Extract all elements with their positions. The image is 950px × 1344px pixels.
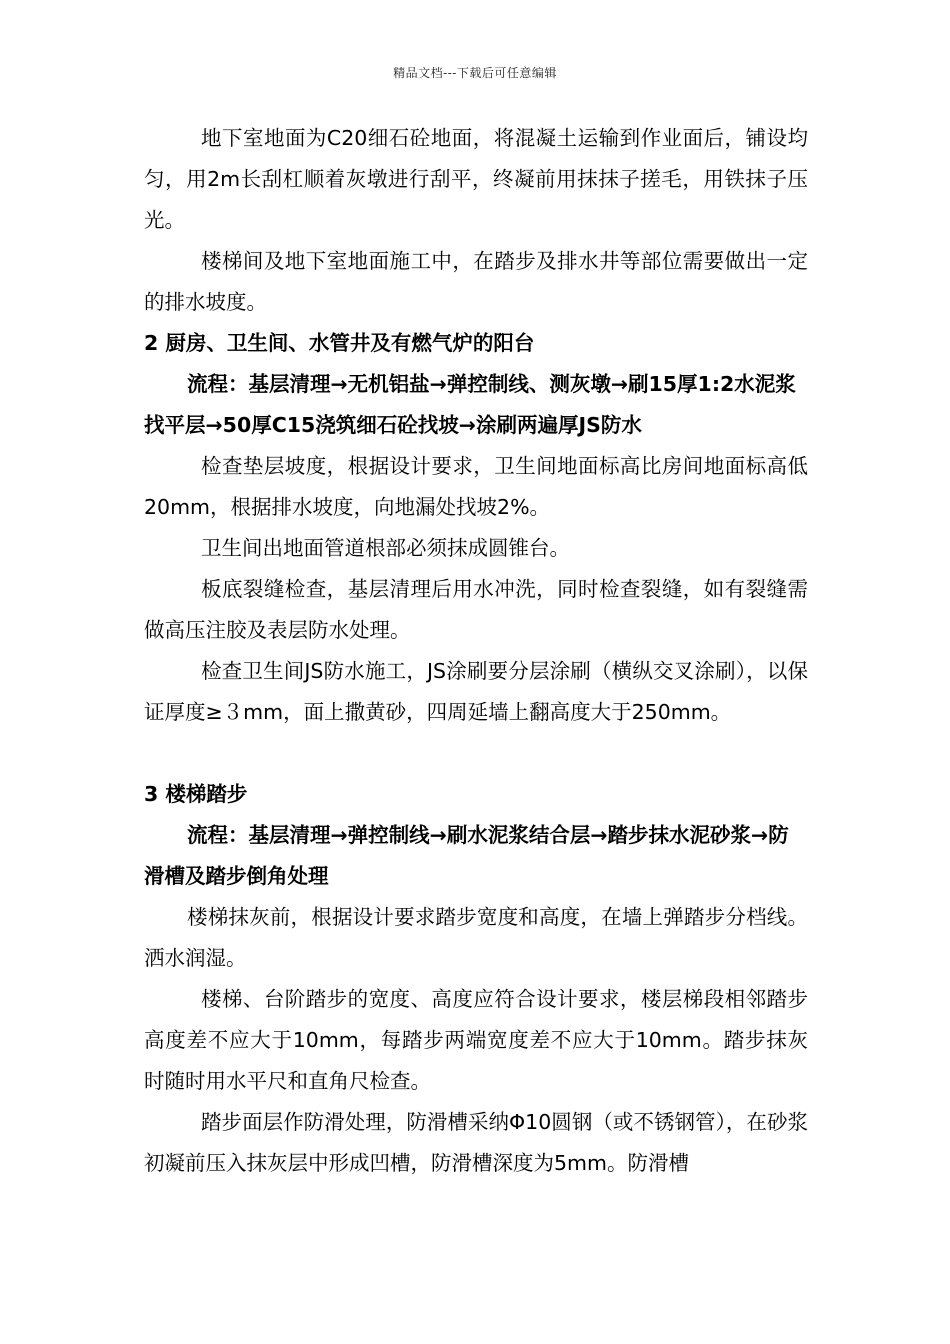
- paragraph-js-waterproof: 检查卫生间JS防水施工，JS涂刷要分层涂刷（横纵交叉涂刷），以保证厚度≥３mm，面上撒黄砂，四周延墙上翻高度大于250mm。: [144, 659, 808, 724]
- document-body: [144, 118, 808, 1184]
- paragraph-stair-plaster: 楼梯抹灰前，根据设计要求踏步宽度和高度，在墙上弹踏步分档线。洒水润湿。: [144, 905, 808, 970]
- paragraph-basement-floor: 地下室地面为C20细石砼地面，将混凝土运输到作业面后，铺设均匀，用2m长刮杠顺着灰墩进行刮平，终凝前用抹抹子搓毛，用铁抹子压光。: [144, 126, 808, 232]
- process-flow-kitchen-bathroom: 流程：基层清理→无机铝盐→弹控制线、测灰墩→刷15厚1:2水泥浆找平层→50厚C15浇筑细石砼找坡→涂刷两遍厚JS防水: [144, 372, 796, 437]
- paragraph-crack-check: 板底裂缝检查，基层清理后用水冲洗，同时检查裂缝，如有裂缝需做高压注胶及表层防水处理。: [144, 577, 808, 642]
- paragraph-cushion-slope: 检查垫层坡度，根据设计要求，卫生间地面标高比房间地面标高低20mm，根据排水坡度，向地漏处找坡2%。: [144, 454, 808, 519]
- paragraph-pipe-root: 卫生间出地面管道根部必须抹成圆锥台。: [201, 536, 570, 560]
- section-heading-stair-steps: 3 楼梯踏步: [144, 782, 248, 806]
- section-heading-kitchen-bathroom: 2 厨房、卫生间、水管井及有燃气炉的阳台: [144, 331, 535, 355]
- paragraph-drainage-slope: 楼梯间及地下室地面施工中，在踏步及排水井等部位需要做出一定的排水坡度。: [144, 249, 808, 314]
- process-flow-stair-steps: 流程：基层清理→弹控制线→刷水泥浆结合层→踏步抹水泥砂浆→防滑槽及踏步倒角处理: [144, 823, 789, 888]
- blank-line: [144, 733, 808, 774]
- paragraph-step-dimensions: 楼梯、台阶踏步的宽度、高度应符合设计要求，楼层梯段相邻踏步高度差不应大于10mm，每踏步两端宽度差不应大于10mm。踏步抹灰时随时用水平尺和直角尺检查。: [144, 987, 808, 1093]
- paragraph-anti-slip: 踏步面层作防滑处理，防滑槽采纳Φ10圆钢（或不锈钢管），在砂浆初凝前压入抹灰层中形成凹槽，防滑槽深度为5mm。防滑槽: [144, 1110, 808, 1175]
- page-header: 精品文档---下载后可任意编辑: [393, 66, 557, 80]
